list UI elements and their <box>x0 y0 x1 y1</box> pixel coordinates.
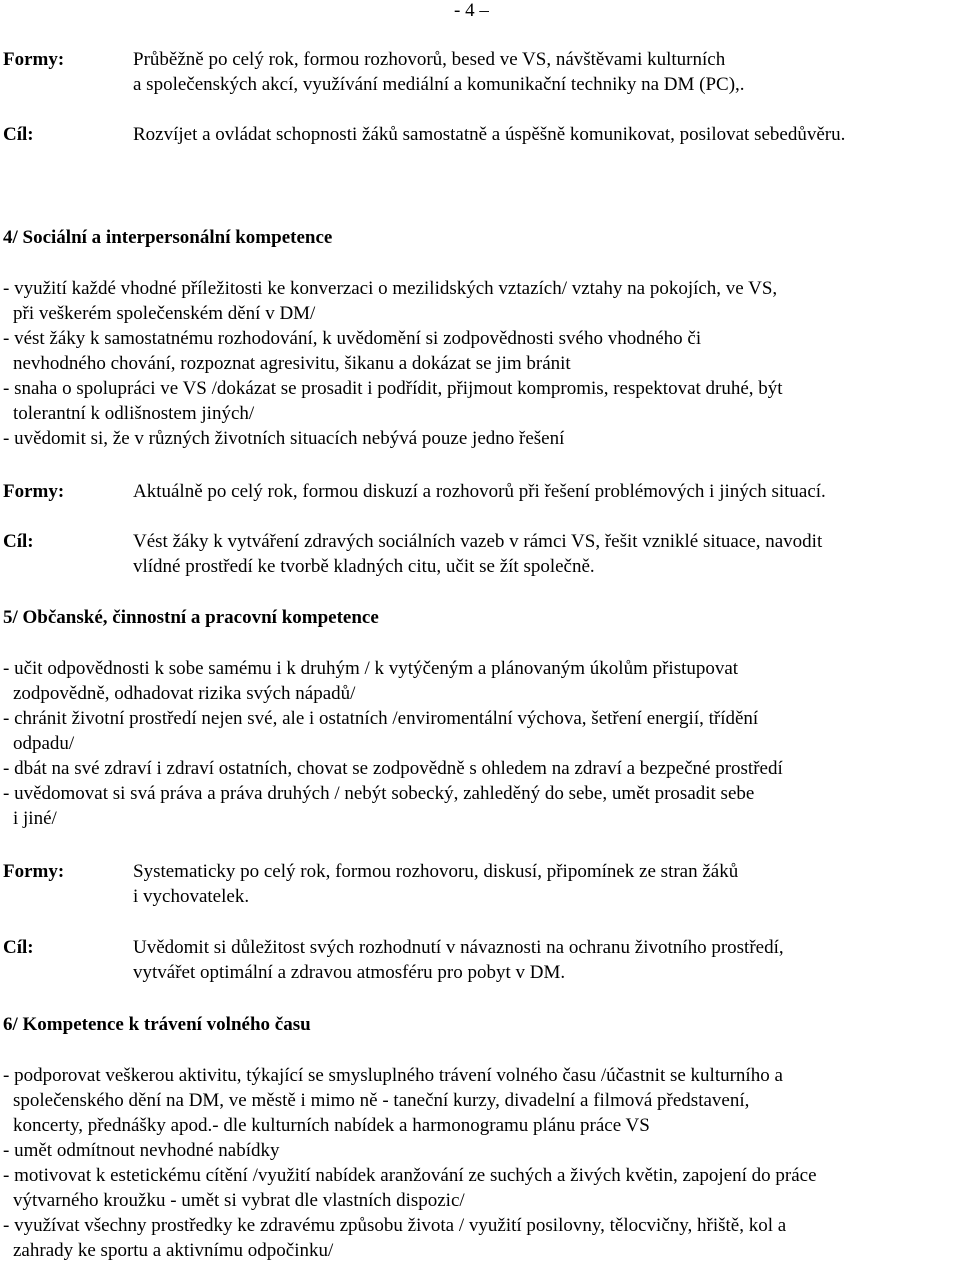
list-line: - vést žáky k samostatnému rozhodování, k uvědomění si zodpovědnosti svého vhodného či <box>3 328 702 349</box>
section4-list <box>3 276 953 451</box>
page-number: - 4 – <box>454 0 489 21</box>
list-line: - učit odpovědnosti k sobe samému i k druhým / k vytýčeným a plánovaným úkolům přistupovat <box>3 658 739 679</box>
formy-text <box>133 47 955 97</box>
text-line: Vést žáky k vytváření zdravých sociálních vazeb v rámci VS, řešit vzniklé situace, navodit <box>133 531 823 552</box>
text-line: Rozvíjet a ovládat schopnosti žáků samostatně a úspěšně komunikovat, posilovat sebedůvěru. <box>133 124 846 145</box>
section5-list <box>3 656 953 831</box>
list-line: - uvědomovat si svá práva a práva druhých / nebýt sobecký, zahleděný do sebe, umět prosadit sebe <box>3 783 755 804</box>
list-line: - dbát na své zdraví i zdraví ostatních, chovat se zodpovědně s ohledem na zdraví a bezpečné prostředí <box>3 758 783 779</box>
formy-label: Formy: <box>3 481 65 502</box>
list-line: - motivovat k estetickému cítění /využití nabídek aranžování ze suchých a živých květin, zapojení do práce <box>3 1165 817 1186</box>
formy-text <box>133 479 955 504</box>
list-line: - využívat všechny prostředky ke zdravému způsobu života / využití posilovny, tělocvičny, hřiště, kol a <box>3 1215 787 1236</box>
list-line: - umět odmítnout nevhodné nabídky <box>3 1140 280 1161</box>
cil-text <box>133 935 955 985</box>
list-line: při veškerém společenském dění v DM/ <box>13 303 316 324</box>
text-line: a společenských akcí, využívání mediální a komunikační techniky na DM (PC),. <box>133 74 745 95</box>
list-line: i jiné/ <box>13 808 57 829</box>
list-line: - uvědomit si, že v různých životních situacích nebývá pouze jedno řešení <box>3 428 565 449</box>
list-line: zodpovědně, odhadovat rizika svých nápadů/ <box>13 683 356 704</box>
list-line: nevhodného chování, rozpoznat agresivitu, šikanu a dokázat se jim bránit <box>13 353 571 374</box>
list-line: koncerty, přednášky apod.- dle kulturních nabídek a harmonogramu plánu práce VS <box>13 1115 650 1136</box>
text-line: i vychovatelek. <box>133 886 250 907</box>
list-line: odpadu/ <box>13 733 75 754</box>
section-heading-5: 5/ Občanské, činnostní a pracovní kompetence <box>3 607 379 628</box>
text-line: Aktuálně po celý rok, formou diskuzí a rozhovorů při řešení problémových i jiných situací. <box>133 481 826 502</box>
cil-text <box>133 122 955 147</box>
formy-label: Formy: <box>3 49 65 70</box>
cil-label: Cíl: <box>3 937 34 958</box>
section6-list <box>3 1063 953 1263</box>
cil-text <box>133 529 955 579</box>
list-line: - chránit životní prostředí nejen své, ale i ostatních /enviromentální výchova, šetření energií, třídění <box>3 708 759 729</box>
text-line: Uvědomit si důležitost svých rozhodnutí v návaznosti na ochranu životního prostředí, <box>133 937 784 958</box>
section-heading-6: 6/ Kompetence k trávení volného času <box>3 1014 311 1035</box>
text-line: vlídné prostředí ke tvorbě kladných citu, učit se žít společně. <box>133 556 595 577</box>
list-line: společenského dění na DM, ve městě i mimo ně - taneční kurzy, divadelní a filmová představení, <box>13 1090 750 1111</box>
cil-label: Cíl: <box>3 124 34 145</box>
formy-label: Formy: <box>3 861 65 882</box>
list-line: zahrady ke sportu a aktivnímu odpočinku/ <box>13 1240 334 1261</box>
text-line: Systematicky po celý rok, formou rozhovoru, diskusí, připomínek ze stran žáků <box>133 861 739 882</box>
list-line: - snaha o spolupráci ve VS /dokázat se prosadit i podřídit, přijmout kompromis, respektovat druhé, být <box>3 378 783 399</box>
list-line: - podporovat veškerou aktivitu, týkající se smysluplného trávení volného času /účastnit se kulturního a <box>3 1065 783 1086</box>
text-line: Průběžně po celý rok, formou rozhovorů, besed ve VS, návštěvami kulturních <box>133 49 726 70</box>
list-line: tolerantní k odlišnostem jiných/ <box>13 403 255 424</box>
section-heading-4: 4/ Sociální a interpersonální kompetence <box>3 227 333 248</box>
text-line: vytvářet optimální a zdravou atmosféru pro pobyt v DM. <box>133 962 566 983</box>
formy-text <box>133 859 955 909</box>
cil-label: Cíl: <box>3 531 34 552</box>
list-line: - využití každé vhodné příležitosti ke konverzaci o mezilidských vztazích/ vztahy na pokojích, ve VS, <box>3 278 778 299</box>
list-line: výtvarného kroužku - umět si vybrat dle vlastních dispozic/ <box>13 1190 465 1211</box>
